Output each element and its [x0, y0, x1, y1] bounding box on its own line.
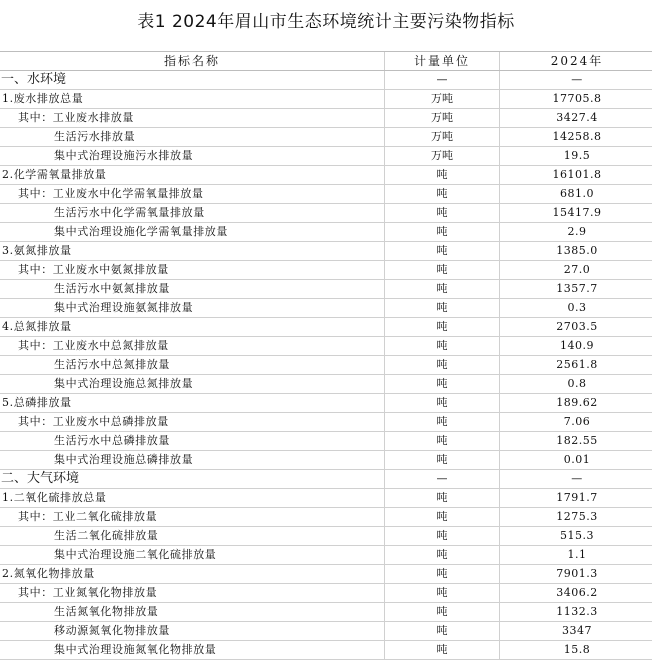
row-unit: 吨 — [385, 185, 500, 204]
row-name: 移动源氮氧化物排放量 — [0, 622, 385, 641]
table-row — [0, 356, 652, 375]
row-unit: 吨 — [385, 261, 500, 280]
row-name: 二、大气环境 — [0, 470, 385, 489]
table-row — [0, 508, 652, 527]
row-name: 2.化学需氧量排放量 — [0, 166, 385, 185]
row-value: 1132.3 — [500, 603, 652, 622]
row-name: 生活污水中总磷排放量 — [0, 432, 385, 451]
table-row — [0, 337, 652, 356]
table-row — [0, 565, 652, 584]
row-value: 7.06 — [500, 413, 652, 432]
row-value: 681.0 — [500, 185, 652, 204]
row-value: 1.1 — [500, 546, 652, 565]
table-row — [0, 489, 652, 508]
pollutant-table — [0, 51, 652, 660]
row-unit: 吨 — [385, 641, 500, 660]
table-row — [0, 242, 652, 261]
row-unit: 吨 — [385, 337, 500, 356]
row-value: 16101.8 — [500, 166, 652, 185]
row-unit: 吨 — [385, 622, 500, 641]
row-value: 1357.7 — [500, 280, 652, 299]
table-row — [0, 451, 652, 470]
row-unit: 吨 — [385, 508, 500, 527]
row-name: 其中：工业氮氧化物排放量 — [0, 584, 385, 603]
row-value: 27.0 — [500, 261, 652, 280]
table-row — [0, 147, 652, 166]
row-name: 其中：工业废水排放量 — [0, 109, 385, 128]
row-value: 1385.0 — [500, 242, 652, 261]
row-unit: 吨 — [385, 546, 500, 565]
row-value: 515.3 — [500, 527, 652, 546]
table-row — [0, 413, 652, 432]
section-row-air — [0, 470, 652, 489]
row-value: 14258.8 — [500, 128, 652, 147]
row-value: 15417.9 — [500, 204, 652, 223]
row-name: 5.总磷排放量 — [0, 394, 385, 413]
row-value: — — [500, 71, 652, 90]
row-name: 生活氮氧化物排放量 — [0, 603, 385, 622]
table-row — [0, 128, 652, 147]
row-unit: 吨 — [385, 527, 500, 546]
row-value: 19.5 — [500, 147, 652, 166]
table-row — [0, 261, 652, 280]
row-name: 其中：工业废水中总氮排放量 — [0, 337, 385, 356]
row-name: 集中式治理设施氮氧化物排放量 — [0, 641, 385, 660]
row-value: 1791.7 — [500, 489, 652, 508]
row-name: 3.氨氮排放量 — [0, 242, 385, 261]
page-title: 表1 2024年眉山市生态环境统计主要污染物指标 — [0, 10, 652, 34]
row-unit: 吨 — [385, 280, 500, 299]
row-name: 集中式治理设施氨氮排放量 — [0, 299, 385, 318]
row-value: 0.8 — [500, 375, 652, 394]
table-row — [0, 299, 652, 318]
row-name: 生活二氧化硫排放量 — [0, 527, 385, 546]
row-unit: 吨 — [385, 299, 500, 318]
row-value: 1275.3 — [500, 508, 652, 527]
row-value: 15.8 — [500, 641, 652, 660]
row-value: — — [500, 470, 652, 489]
row-name: 其中：工业废水中总磷排放量 — [0, 413, 385, 432]
row-unit: — — [385, 71, 500, 90]
section-row-water — [0, 71, 652, 90]
row-unit: 万吨 — [385, 109, 500, 128]
row-name: 其中：工业二氧化硫排放量 — [0, 508, 385, 527]
table-row — [0, 109, 652, 128]
row-value: 0.01 — [500, 451, 652, 470]
table-header-row — [0, 52, 652, 71]
row-unit: 万吨 — [385, 128, 500, 147]
table-row — [0, 622, 652, 641]
row-unit: 吨 — [385, 565, 500, 584]
table-row — [0, 204, 652, 223]
row-unit: 吨 — [385, 318, 500, 337]
table-row — [0, 223, 652, 242]
row-name: 集中式治理设施总氮排放量 — [0, 375, 385, 394]
row-unit: 吨 — [385, 356, 500, 375]
row-name: 其中：工业废水中化学需氧量排放量 — [0, 185, 385, 204]
row-value: 2561.8 — [500, 356, 652, 375]
row-unit: 吨 — [385, 375, 500, 394]
row-value: 140.9 — [500, 337, 652, 356]
table-row — [0, 546, 652, 565]
row-unit: — — [385, 470, 500, 489]
row-value: 189.62 — [500, 394, 652, 413]
row-unit: 吨 — [385, 413, 500, 432]
table-row — [0, 280, 652, 299]
row-unit: 吨 — [385, 432, 500, 451]
row-unit: 吨 — [385, 603, 500, 622]
row-name: 生活污水中总氮排放量 — [0, 356, 385, 375]
row-value: 0.3 — [500, 299, 652, 318]
row-name: 其中：工业废水中氨氮排放量 — [0, 261, 385, 280]
pollutant-table-container — [0, 51, 652, 660]
table-row — [0, 375, 652, 394]
table-row — [0, 527, 652, 546]
row-name: 生活污水中氨氮排放量 — [0, 280, 385, 299]
column-header-name: 指标名称 — [0, 52, 385, 71]
row-value: 182.55 — [500, 432, 652, 451]
column-header-year: 2024年 — [500, 52, 652, 71]
row-unit: 万吨 — [385, 90, 500, 109]
row-name: 1.废水排放总量 — [0, 90, 385, 109]
table-row — [0, 318, 652, 337]
row-name: 1.二氧化硫排放总量 — [0, 489, 385, 508]
row-name: 集中式治理设施化学需氧量排放量 — [0, 223, 385, 242]
row-unit: 吨 — [385, 223, 500, 242]
row-value: 3427.4 — [500, 109, 652, 128]
row-unit: 吨 — [385, 489, 500, 508]
row-name: 4.总氮排放量 — [0, 318, 385, 337]
row-name: 生活污水中化学需氧量排放量 — [0, 204, 385, 223]
row-value: 2703.5 — [500, 318, 652, 337]
table-row — [0, 432, 652, 451]
row-name: 生活污水排放量 — [0, 128, 385, 147]
row-value: 2.9 — [500, 223, 652, 242]
column-header-unit: 计量单位 — [385, 52, 500, 71]
table-row — [0, 584, 652, 603]
row-unit: 吨 — [385, 204, 500, 223]
row-unit: 吨 — [385, 451, 500, 470]
row-value: 3347 — [500, 622, 652, 641]
row-value: 17705.8 — [500, 90, 652, 109]
row-unit: 万吨 — [385, 147, 500, 166]
row-name: 2.氮氧化物排放量 — [0, 565, 385, 584]
row-name: 集中式治理设施总磷排放量 — [0, 451, 385, 470]
row-name: 集中式治理设施污水排放量 — [0, 147, 385, 166]
table-row — [0, 394, 652, 413]
row-unit: 吨 — [385, 394, 500, 413]
table-row — [0, 185, 652, 204]
row-value: 7901.3 — [500, 565, 652, 584]
row-unit: 吨 — [385, 584, 500, 603]
row-unit: 吨 — [385, 242, 500, 261]
table-row — [0, 603, 652, 622]
row-name: 一、水环境 — [0, 71, 385, 90]
row-unit: 吨 — [385, 166, 500, 185]
row-value: 3406.2 — [500, 584, 652, 603]
table-row — [0, 166, 652, 185]
row-name: 集中式治理设施二氧化硫排放量 — [0, 546, 385, 565]
table-row — [0, 90, 652, 109]
